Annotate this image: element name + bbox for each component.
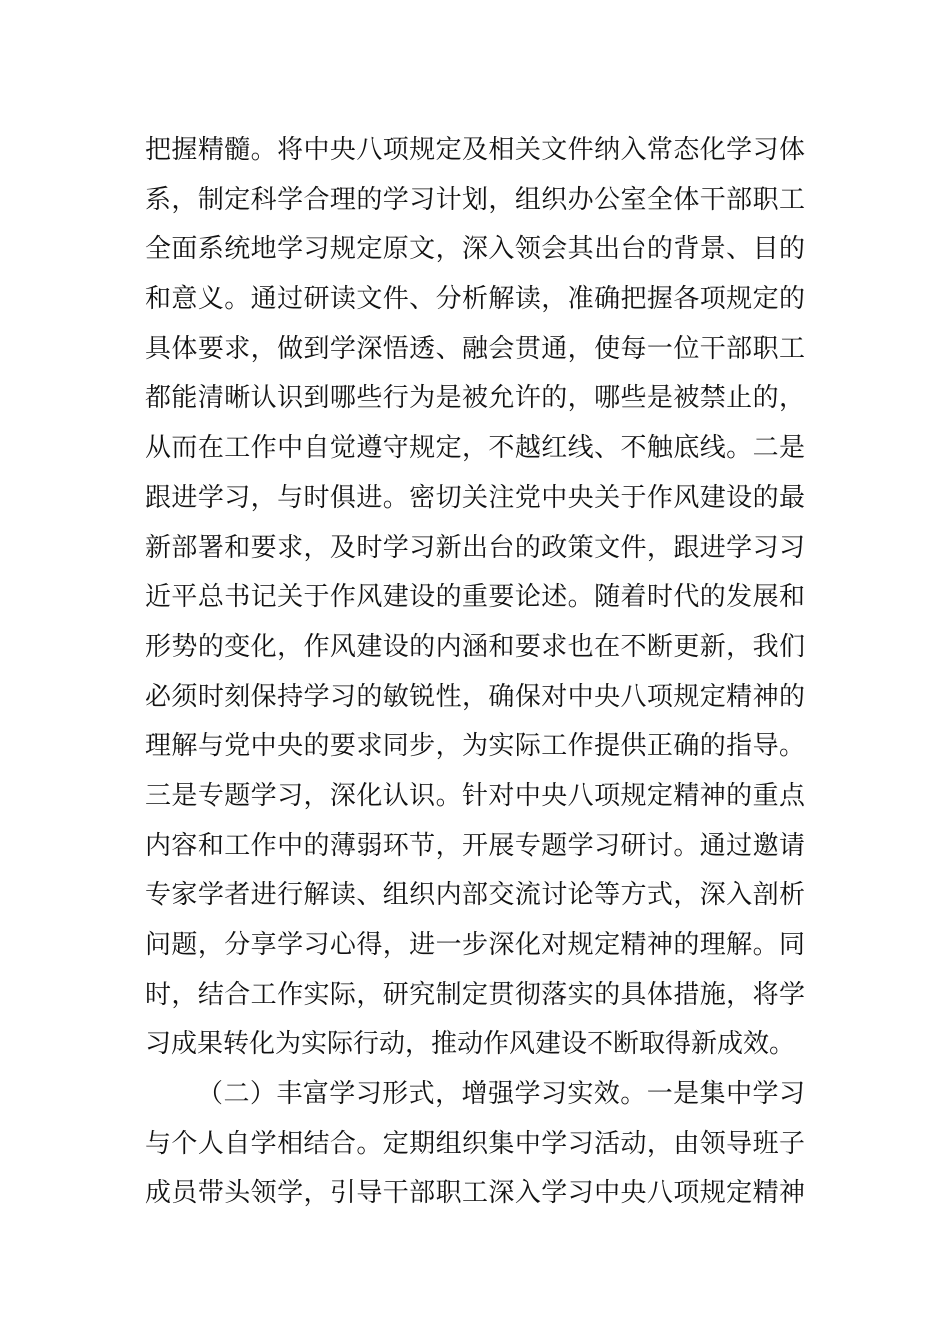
text-line: 习成果转化为实际行动，推动作风建设不断取得新成效。 — [145, 1029, 796, 1060]
text-line: 具体要求，做到学深悟透、融会贯通，使每一位干部职工 — [145, 333, 805, 364]
text-line: 问题，分享学习心得，进一步深化对规定精神的理解。同 — [145, 930, 805, 960]
text-line: 近平总书记关于作风建设的重要论述。随着时代的发展和 — [145, 582, 805, 613]
text-line: 系，制定科学合理的学习计划，组织办公室全体干部职工 — [145, 184, 805, 215]
text-line: 跟进学习，与时俱进。密切关注党中央关于作风建设的最 — [145, 482, 805, 513]
text-line: 专家学者进行解读、组织内部交流讨论等方式，深入剖析 — [145, 880, 805, 911]
text-line: 时，结合工作实际，研究制定贯彻落实的具体措施，将学 — [145, 979, 805, 1010]
text-line: 三是专题学习，深化认识。针对中央八项规定精神的重点 — [145, 780, 805, 811]
text-line: 必须时刻保持学习的敏锐性，确保对中央八项规定精神的 — [145, 681, 805, 712]
text-line: 全面系统地学习规定原文，深入领会其出台的背景、目的 — [145, 234, 805, 265]
text-line: 新部署和要求，及时学习新出台的政策文件，跟进学习习 — [145, 532, 805, 563]
text-line: 形势的变化，作风建设的内涵和要求也在不断更新，我们 — [145, 631, 805, 662]
text-line: 都能清晰认识到哪些行为是被允许的，哪些是被禁止的， — [145, 383, 805, 414]
text-line: 与个人自学相结合。定期组织集中学习活动，由领导班子 — [145, 1128, 805, 1159]
text-line: 成员带头领学，引导干部职工深入学习中央八项规定精神 — [145, 1178, 805, 1209]
paragraph-2 — [145, 1070, 805, 1219]
text-line: （二）丰富学习形式，增强学习实效。一是集中学习 — [197, 1079, 805, 1110]
text-line: 内容和工作中的薄弱环节，开展专题学习研讨。通过邀请 — [145, 830, 805, 861]
text-line: 和意义。通过研读文件、分析解读，准确把握各项规定的 — [145, 284, 805, 315]
paragraph-1 — [145, 126, 805, 1070]
document-body — [145, 126, 805, 1219]
text-line: 理解与党中央的要求同步，为实际工作提供正确的指导。 — [145, 731, 805, 762]
text-line: 把握精髓。将中央八项规定及相关文件纳入常态化学习体 — [145, 135, 805, 165]
text-line: 从而在工作中自觉遵守规定，不越红线、不触底线。二是 — [145, 433, 805, 464]
